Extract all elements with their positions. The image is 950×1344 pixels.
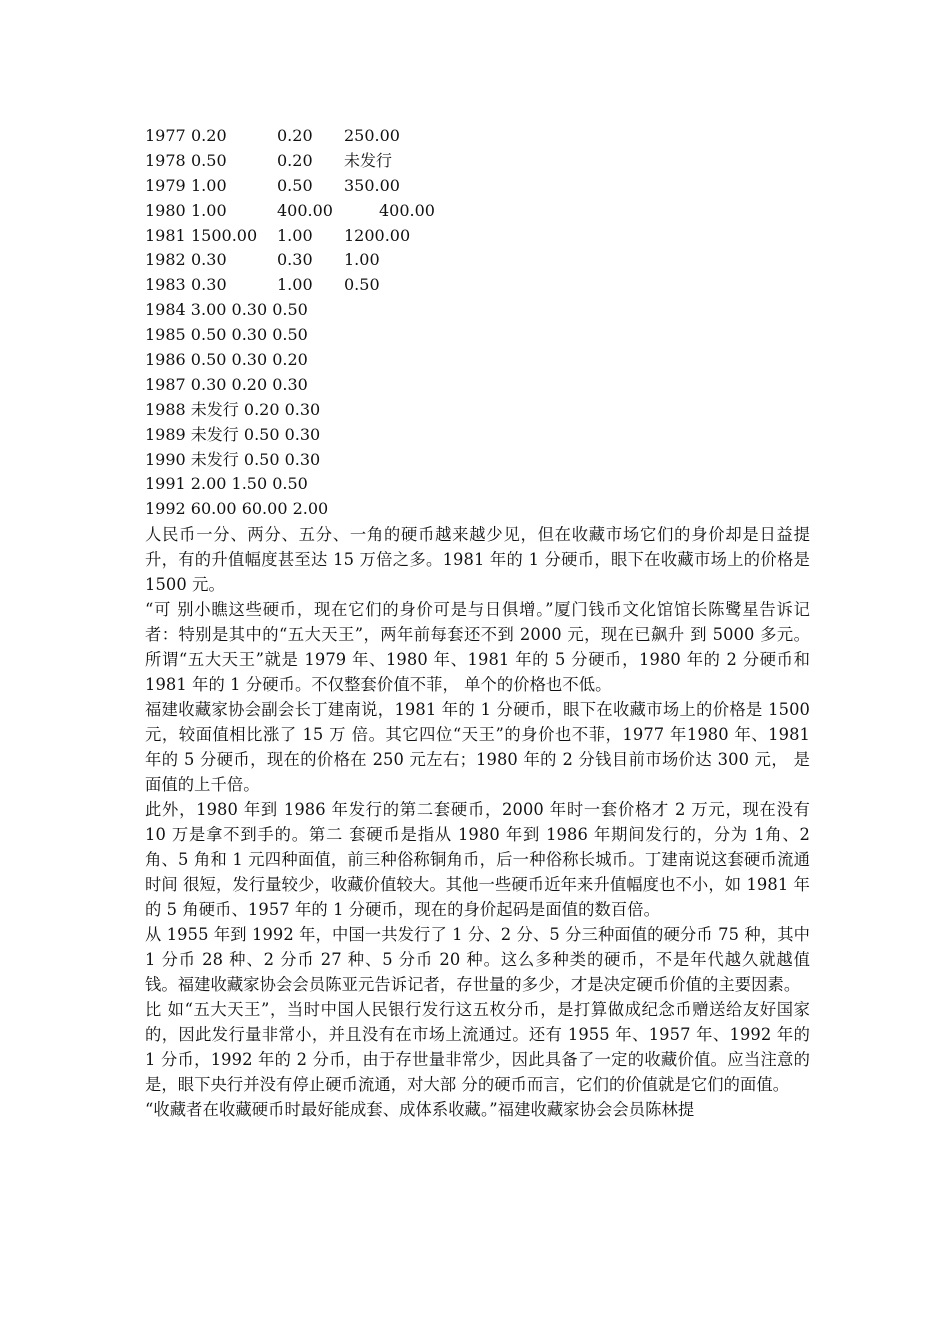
table-row: [145, 273, 810, 298]
price-cell: 0.50: [277, 175, 313, 195]
price-cell: 250.00: [344, 126, 400, 145]
document-page: [145, 124, 810, 1122]
price-cell: 0.20: [277, 150, 313, 170]
price-cell: 400.00: [379, 200, 435, 220]
year-cell: 1983: [145, 275, 186, 295]
paragraph: 此外，1980 年到 1986 年发行的第二套硬币，2000 年时一套价格才 2 万元，现在没有 10 万是拿不到手的。第二 套硬币是指从 1980 年到 1986 年期间发行的，分为 1角、2 角、5 角和 1 元四种面值，前三种俗称铜角币，后一种俗称长城币。丁建南说这套硬币流通时间 很短，发行量较少，收藏价值较大。其他一些硬币近年来升值幅度也不小，如 1981 年的 5 角硬币、1957 年的 1 分硬币，现在的身价起码是面值的数百倍。: [145, 800, 810, 920]
paragraph: 人民币一分、两分、五分、一角的硬币越来越少见，但在收藏市场它们的身价却是日益提升，有的升值幅度甚至达 15 万倍之多。1981 年的 1 分硬币，眼下在收藏市场上的价格是 1500 元。: [145, 525, 810, 595]
paragraph: 福建收藏家协会副会长丁建南说，1981 年的 1 分硬币，眼下在收藏市场上的价格是 1500 元，较面值相比涨了 15 万 倍。其它四位“天王”的身价也不菲，1977 年1980 年、1981 年的 5 分硬币，现在的价格在 250 元左右；1980 年的 2 分钱目前市场价达 300 元， 是面值的上千倍。: [145, 700, 810, 795]
price-cell: 1.00: [277, 275, 313, 295]
year-cell: 1978: [145, 150, 186, 170]
price-cell: 1200.00: [344, 225, 411, 245]
table-row-compact: 1991 2.00 1.50 0.50: [145, 474, 308, 494]
price-cell: 1.00: [191, 200, 227, 220]
table-row: [145, 124, 810, 149]
year-cell: 1980: [145, 200, 186, 220]
price-cell: 1.00: [277, 225, 313, 245]
price-cell: 0.30: [191, 250, 227, 270]
table-row: [145, 199, 810, 224]
paragraph: 从 1955 年到 1992 年，中国一共发行了 1 分、2 分、5 分三种面值的硬分币 75 种，其中 1 分币 28 种、2 分币 27 种、5 分币 20 种。这么多种类的硬币，不是年代越久就越值钱。福建收藏家协会会员陈亚元告诉记者，存世量的多少，才是决定硬币价值的主要因素。: [145, 925, 810, 995]
price-cell: 0.30: [191, 275, 227, 295]
year-cell: 1977: [145, 126, 186, 145]
table-row-compact: 1992 60.00 60.00 2.00: [145, 499, 329, 519]
coin-price-table: [145, 124, 810, 522]
price-cell: 400.00: [277, 200, 333, 220]
table-row-compact: 1990 未发行 0.50 0.30: [145, 449, 321, 469]
price-cell: 1.00: [191, 175, 227, 195]
year-cell: 1981: [145, 225, 186, 245]
table-row-compact: 1986 0.50 0.30 0.20: [145, 350, 308, 370]
price-cell: 0.20: [277, 126, 313, 145]
paragraph: 比 如“五大天王”，当时中国人民银行发行这五枚分币，是打算做成纪念币赠送给友好国家的，因此发行量非常小，并且没有在市场上流通过。还有 1955 年、1957 年、1992 年的 1 分币，1992 年的 2 分币，由于存世量非常少，因此具备了一定的收藏价值。应当注意的是，眼下央行并没有停止硬币流通，对大部 分的硬币而言，它们的价值就是它们的面值。: [145, 1000, 810, 1095]
table-row-compact: 1984 3.00 0.30 0.50: [145, 300, 308, 320]
table-row: [145, 248, 810, 273]
table-row-compact: 1989 未发行 0.50 0.30: [145, 424, 321, 444]
price-cell: 1.00: [344, 250, 380, 270]
price-cell: 350.00: [344, 175, 400, 195]
table-row: [145, 174, 810, 199]
year-cell: 1979: [145, 175, 186, 195]
year-cell: 1982: [145, 250, 186, 270]
price-cell: 0.20: [191, 126, 227, 145]
table-row-compact: 1987 0.30 0.20 0.30: [145, 374, 308, 394]
price-cell: 1500.00: [191, 225, 258, 245]
price-cell: 未发行: [344, 150, 393, 170]
paragraph: “收藏者在收藏硬币时最好能成套、成体系收藏。”福建收藏家协会会员陈林提: [145, 1100, 695, 1120]
paragraph: “可 别小瞧这些硬币，现在它们的身价可是与日俱增。”厦门钱币文化馆馆长陈鹭星告诉记者：特别是其中的“五大天王”，两年前每套还不到 2000 元，现在已飙升 到 5000 多元。所谓“五大天王”就是 1979 年、1980 年、1981 年的 5 分硬币，1980 年的 2 分硬币和 1981 年的 1 分硬币。不仅整套价值不菲， 单个的价格也不低。: [145, 600, 810, 695]
price-cell: 0.50: [344, 275, 380, 295]
table-row: [145, 149, 810, 174]
price-cell: 0.50: [191, 150, 227, 170]
table-row-compact: 1988 未发行 0.20 0.30: [145, 399, 321, 419]
table-row-compact: 1985 0.50 0.30 0.50: [145, 325, 308, 345]
article-body: [145, 522, 810, 1122]
table-row: [145, 224, 810, 249]
price-cell: 0.30: [277, 250, 313, 270]
